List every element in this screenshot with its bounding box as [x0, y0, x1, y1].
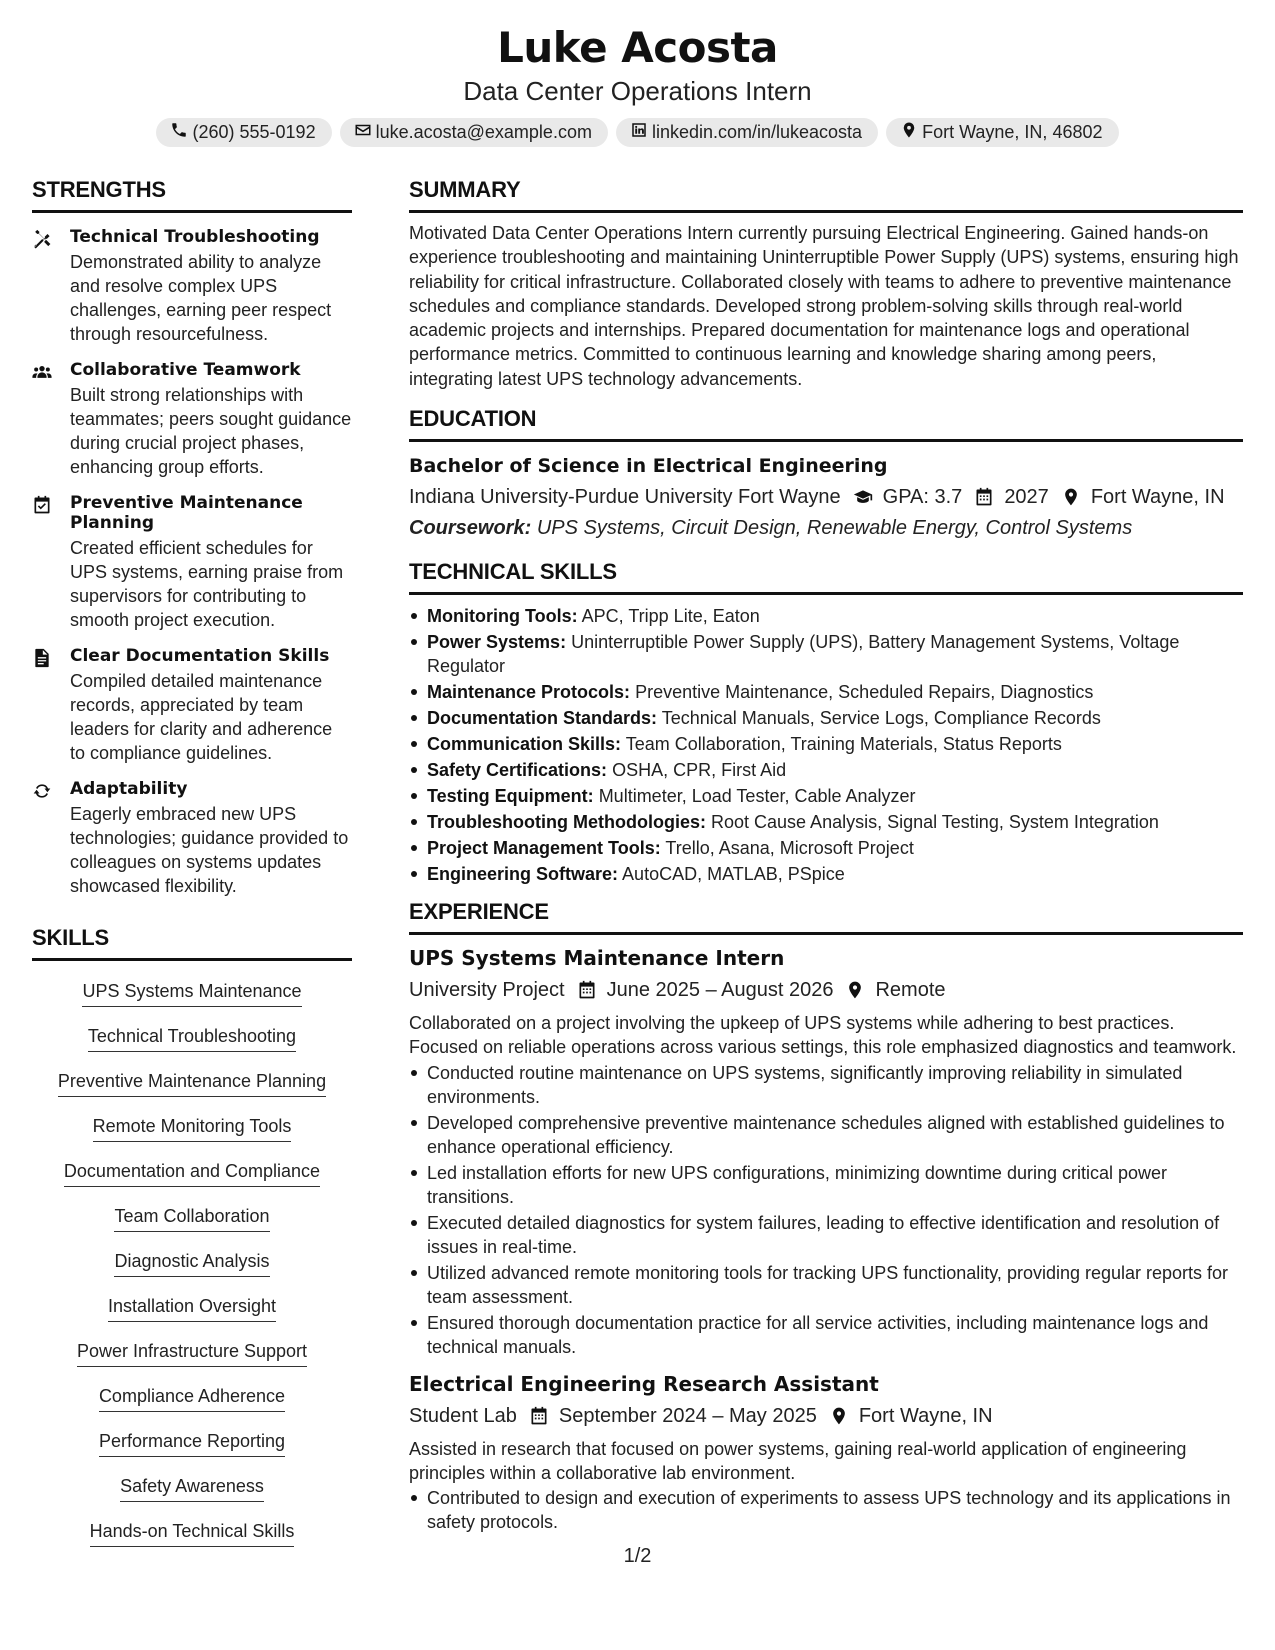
list-item: Safety Certifications: OSHA, CPR, First Aid — [409, 758, 1243, 782]
list-item: Monitoring Tools: APC, Tripp Lite, Eaton — [409, 604, 1243, 628]
strength-title: Clear Documentation Skills — [70, 646, 330, 666]
experience-heading: EXPERIENCE — [409, 898, 1243, 935]
linkedin-icon — [630, 121, 648, 144]
tools-icon — [32, 227, 70, 346]
candidate-title: Data Center Operations Intern — [463, 76, 812, 106]
education-location: Fort Wayne, IN — [1090, 486, 1225, 509]
contact-phone[interactable] — [156, 118, 331, 147]
contact-linkedin-text: linkedin.com/in/lukeacosta — [651, 122, 863, 142]
job-dates: June 2025 – August 2026 — [606, 979, 834, 1002]
users-icon — [32, 360, 70, 479]
graduation-year: 2027 — [1004, 486, 1049, 509]
contact-email-text: luke.acosta@example.com — [375, 122, 592, 142]
job-org: University Project — [409, 979, 565, 1002]
job-bullets — [409, 1061, 1243, 1359]
list-item: Project Management Tools: Trello, Asana, Microsoft Project — [409, 836, 1243, 860]
contact-linkedin[interactable] — [616, 118, 878, 147]
technical-skills-heading: TECHNICAL SKILLS — [409, 558, 1243, 595]
contact-phone-text: (260) 555-0192 — [192, 122, 316, 142]
list-item: Troubleshooting Methodologies: Root Cause Analysis, Signal Testing, System Integration — [409, 810, 1243, 834]
calendar-icon — [577, 980, 597, 1000]
list-item: Maintenance Protocols: Preventive Maintenance, Scheduled Repairs, Diagnostics — [409, 680, 1243, 704]
graduation-cap-icon — [853, 487, 873, 507]
job-org: Student Lab — [409, 1404, 517, 1427]
coursework-list: UPS Systems, Circuit Design, Renewable Energy, Control Systems — [536, 517, 1133, 540]
strengths-heading: STRENGTHS — [32, 176, 352, 213]
strength-title: Preventive Maintenance Planning — [70, 493, 303, 533]
right-column — [409, 176, 1243, 1536]
location-pin-icon — [900, 121, 918, 144]
summary-heading: SUMMARY — [409, 176, 1243, 213]
refresh-icon — [32, 779, 70, 898]
skill-tag: Remote Monitoring Tools — [93, 1113, 292, 1142]
list-item: Communication Skills: Team Collaboration, Training Materials, Status Reports — [409, 732, 1243, 756]
contact-location — [886, 118, 1118, 147]
technical-skills-list — [409, 604, 1243, 886]
list-item: Power Systems: Uninterruptible Power Supply (UPS), Battery Management Systems, Voltage Regulator — [409, 630, 1243, 678]
calendar-icon — [529, 1406, 549, 1426]
skill-tag: Safety Awareness — [120, 1473, 264, 1502]
strength-item — [32, 360, 352, 479]
list-item: Testing Equipment: Multimeter, Load Tester, Cable Analyzer — [409, 784, 1243, 808]
degree-title: Bachelor of Science in Electrical Engineering — [409, 455, 888, 478]
job-title: Electrical Engineering Research Assistant — [409, 1371, 879, 1396]
skill-tag: Installation Oversight — [108, 1293, 276, 1322]
strength-title: Adaptability — [70, 779, 188, 799]
skill-tag: Preventive Maintenance Planning — [58, 1068, 326, 1097]
calendar-icon — [974, 487, 994, 507]
list-item: Contributed to design and execution of experiments to assess UPS technology and its applications in safety protocols. — [409, 1486, 1243, 1534]
strength-item — [32, 779, 352, 898]
list-item: Engineering Software: AutoCAD, MATLAB, PSpice — [409, 862, 1243, 886]
job-location: Fort Wayne, IN — [858, 1404, 993, 1427]
list-item: Developed comprehensive preventive maintenance schedules aligned with established guidelines to enhance operational efficiency. — [409, 1111, 1243, 1159]
skill-tag: Hands-on Technical Skills — [90, 1518, 295, 1547]
skill-tag: Diagnostic Analysis — [114, 1248, 269, 1277]
contact-email[interactable] — [340, 118, 608, 147]
skill-tag: Performance Reporting — [99, 1428, 285, 1457]
summary-text: Motivated Data Center Operations Intern currently pursuing Electrical Engineering. Gained hands-on experience troubleshooting and maintaining Uninterruptible Power Supply (UPS) systems, ensuring high reliability for critical infrastructure. Collaborated closely with teams to adhere to preventive maintenance schedules and compliance standards. Developed strong problem-solving skills through real-world academic projects and internships. Prepared documentation for maintenance logs and operational performance metrics. Committed to continuous learning and knowledge sharing among peers, integrating latest UPS technology advancements. — [409, 223, 1239, 389]
strength-title: Technical Troubleshooting — [70, 227, 320, 247]
skills-heading: SKILLS — [32, 924, 352, 961]
coursework-line — [409, 514, 1243, 542]
skill-tag: Documentation and Compliance — [64, 1158, 320, 1187]
skill-tag: UPS Systems Maintenance — [82, 978, 301, 1007]
skill-tag: Compliance Adherence — [99, 1383, 285, 1412]
list-item: Led installation efforts for new UPS configurations, minimizing downtime during critical power transitions. — [409, 1161, 1243, 1209]
skill-tag: Power Infrastructure Support — [77, 1338, 307, 1367]
strength-title: Collaborative Teamwork — [70, 360, 301, 380]
phone-icon — [170, 121, 188, 144]
list-item: Executed detailed diagnostics for system failures, leading to effective identification and resolution of issues in real-time. — [409, 1211, 1243, 1259]
calendar-check-icon — [32, 493, 70, 632]
page-number: 1/2 — [623, 1545, 652, 1567]
job-description: Collaborated on a project involving the upkeep of UPS systems while adhering to best practices. Focused on reliable operations across various settings, this role emphasized diagnostics and teamwork. — [409, 1013, 1237, 1058]
job-bullets — [409, 1486, 1243, 1534]
skill-tag: Team Collaboration — [114, 1203, 269, 1232]
coursework-label: Coursework: — [409, 517, 532, 540]
contact-location-text: Fort Wayne, IN, 46802 — [922, 122, 1103, 142]
strength-item — [32, 227, 352, 346]
strength-desc: Eagerly embraced new UPS technologies; guidance provided to colleagues on systems updates showcased flexibility. — [70, 804, 349, 896]
job-description: Assisted in research that focused on power systems, gaining real-world application of engineering principles within a collaborative lab environment. — [409, 1438, 1187, 1483]
skill-tag: Technical Troubleshooting — [88, 1023, 296, 1052]
education-meta — [409, 484, 1243, 510]
document-icon — [32, 646, 70, 765]
education-heading: EDUCATION — [409, 405, 1243, 442]
candidate-name: Luke Acosta — [497, 23, 778, 72]
list-item: Utilized advanced remote monitoring tools for tracking UPS functionality, providing regular reports for team assessment. — [409, 1261, 1243, 1309]
contact-bar — [0, 118, 1275, 147]
strength-desc: Demonstrated ability to analyze and resolve complex UPS challenges, earning peer respect through resourcefulness. — [70, 252, 332, 344]
envelope-icon — [354, 121, 372, 144]
job-dates: September 2024 – May 2025 — [558, 1404, 817, 1427]
resume-header — [0, 22, 1275, 147]
strength-item — [32, 646, 352, 765]
school-name: Indiana University-Purdue University Fort Wayne — [409, 486, 841, 509]
list-item: Documentation Standards: Technical Manuals, Service Logs, Compliance Records — [409, 706, 1243, 730]
job-location: Remote — [875, 979, 946, 1002]
strength-desc: Built strong relationships with teammates; peers sought guidance during crucial project phases, enhancing group efforts. — [70, 385, 352, 477]
location-pin-icon — [1061, 487, 1081, 507]
strength-desc: Created efficient schedules for UPS systems, earning praise from supervisors for contributing to smooth project execution. — [70, 538, 344, 630]
job-title: UPS Systems Maintenance Intern — [409, 946, 785, 971]
location-pin-icon — [829, 1406, 849, 1426]
strength-item — [32, 493, 352, 632]
skills-list — [32, 969, 352, 1554]
location-pin-icon — [845, 980, 865, 1000]
list-item: Conducted routine maintenance on UPS systems, significantly improving reliability in simulated environments. — [409, 1061, 1243, 1109]
gpa-value: GPA: 3.7 — [882, 486, 963, 509]
list-item: Ensured thorough documentation practice for all service activities, including maintenance logs and technical manuals. — [409, 1311, 1243, 1359]
job-meta — [409, 1403, 1243, 1429]
job-meta — [409, 977, 1243, 1003]
strength-desc: Compiled detailed maintenance records, appreciated by team leaders for clarity and adherence to compliance guidelines. — [70, 671, 333, 763]
left-column — [32, 176, 352, 1554]
